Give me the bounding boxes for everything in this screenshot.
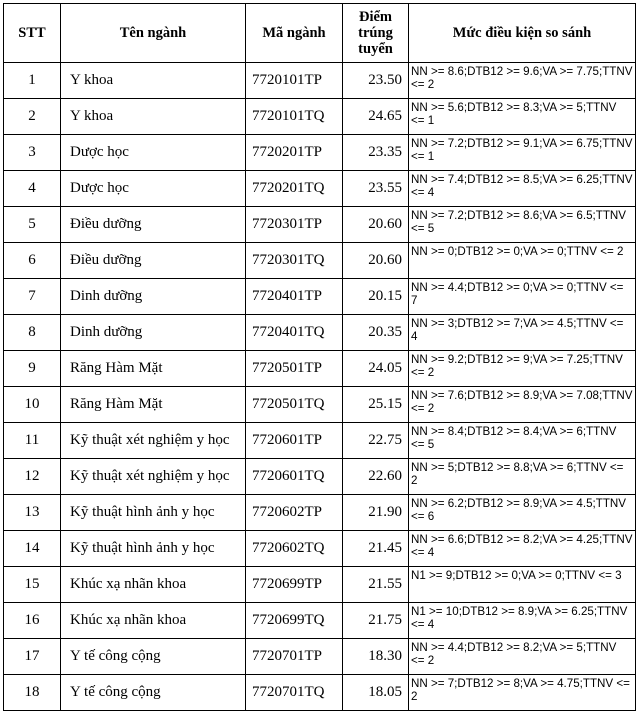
table-row [4, 495, 636, 531]
header-condition: Mức điều kiện so sánh [409, 4, 636, 63]
cell-stt: 10 [4, 387, 61, 423]
table-row [4, 207, 636, 243]
cell-stt: 1 [4, 63, 61, 99]
cell-major-name: Điều dưỡng [61, 243, 246, 279]
cell-major-name: Dược học [61, 171, 246, 207]
header-score-line2: trúng [358, 25, 393, 41]
cell-major-code: 7720701TQ [246, 675, 343, 711]
cell-score: 20.15 [343, 279, 409, 315]
cell-major-code: 7720501TP [246, 351, 343, 387]
cell-stt: 8 [4, 315, 61, 351]
cell-major-code: 7720699TQ [246, 603, 343, 639]
header-score-line3: tuyển [358, 41, 393, 57]
table-row [4, 423, 636, 459]
cell-condition: NN >= 5;DTB12 >= 8.8;VA >= 6;TTNV <= 2 [409, 459, 636, 495]
table-header-row [4, 4, 636, 63]
table-row [4, 567, 636, 603]
cell-condition: NN >= 7.4;DTB12 >= 8.5;VA >= 6.25;TTNV <= 4 [409, 171, 636, 207]
cell-stt: 18 [4, 675, 61, 711]
cell-score: 23.50 [343, 63, 409, 99]
table-row [4, 459, 636, 495]
cell-major-code: 7720301TP [246, 207, 343, 243]
table-row [4, 531, 636, 567]
cell-major-name: Y tế công cộng [61, 675, 246, 711]
cell-major-name: Kỹ thuật xét nghiệm y học [61, 423, 246, 459]
cell-major-code: 7720602TP [246, 495, 343, 531]
table-row [4, 315, 636, 351]
cell-condition: NN >= 7;DTB12 >= 8;VA >= 4.75;TTNV <= 2 [409, 675, 636, 711]
cell-stt: 4 [4, 171, 61, 207]
cell-stt: 17 [4, 639, 61, 675]
cell-stt: 13 [4, 495, 61, 531]
cell-stt: 11 [4, 423, 61, 459]
cell-score: 21.75 [343, 603, 409, 639]
cell-stt: 9 [4, 351, 61, 387]
cell-major-name: Dược học [61, 135, 246, 171]
cell-score: 20.35 [343, 315, 409, 351]
cell-major-name: Răng Hàm Mặt [61, 387, 246, 423]
cell-score: 21.90 [343, 495, 409, 531]
cell-major-code: 7720401TQ [246, 315, 343, 351]
table-row [4, 63, 636, 99]
table-row [4, 387, 636, 423]
cell-score: 25.15 [343, 387, 409, 423]
cell-score: 18.05 [343, 675, 409, 711]
cell-major-code: 7720701TP [246, 639, 343, 675]
table-row [4, 351, 636, 387]
cell-score: 23.35 [343, 135, 409, 171]
header-stt: STT [4, 4, 61, 63]
cell-major-name: Y tế công cộng [61, 639, 246, 675]
cell-score: 18.30 [343, 639, 409, 675]
cell-major-code: 7720101TP [246, 63, 343, 99]
cell-condition: NN >= 6.6;DTB12 >= 8.2;VA >= 4.25;TTNV <= 4 [409, 531, 636, 567]
cell-condition: N1 >= 10;DTB12 >= 8.9;VA >= 6.25;TTNV <= 4 [409, 603, 636, 639]
cell-major-name: Y khoa [61, 63, 246, 99]
cell-major-name: Kỹ thuật xét nghiệm y học [61, 459, 246, 495]
cell-condition: NN >= 9.2;DTB12 >= 9;VA >= 7.25;TTNV <= 2 [409, 351, 636, 387]
table-row [4, 675, 636, 711]
table-body [4, 63, 636, 711]
cell-major-name: Y khoa [61, 99, 246, 135]
cell-condition: NN >= 6.2;DTB12 >= 8.9;VA >= 4.5;TTNV <= 6 [409, 495, 636, 531]
cell-condition: NN >= 7.6;DTB12 >= 8.9;VA >= 7.08;TTNV <= 2 [409, 387, 636, 423]
cell-major-code: 7720602TQ [246, 531, 343, 567]
cell-major-code: 7720501TQ [246, 387, 343, 423]
cell-major-code: 7720699TP [246, 567, 343, 603]
cell-stt: 12 [4, 459, 61, 495]
cell-major-code: 7720601TP [246, 423, 343, 459]
table-row [4, 243, 636, 279]
cell-major-name: Kỹ thuật hình ảnh y học [61, 531, 246, 567]
cell-major-code: 7720301TQ [246, 243, 343, 279]
cell-major-code: 7720201TP [246, 135, 343, 171]
cell-score: 24.65 [343, 99, 409, 135]
header-score [343, 4, 409, 63]
cell-condition: N1 >= 9;DTB12 >= 0;VA >= 0;TTNV <= 3 [409, 567, 636, 603]
cell-score: 21.55 [343, 567, 409, 603]
cell-major-name: Dinh dưỡng [61, 315, 246, 351]
cell-major-name: Khúc xạ nhãn khoa [61, 603, 246, 639]
cell-major-code: 7720601TQ [246, 459, 343, 495]
cell-score: 20.60 [343, 207, 409, 243]
cell-condition: NN >= 0;DTB12 >= 0;VA >= 0;TTNV <= 2 [409, 243, 636, 279]
header-score-line1: Điểm [358, 9, 392, 25]
cell-condition: NN >= 8.4;DTB12 >= 8.4;VA >= 6;TTNV <= 5 [409, 423, 636, 459]
cell-condition: NN >= 7.2;DTB12 >= 8.6;VA >= 6.5;TTNV <= 5 [409, 207, 636, 243]
cell-stt: 3 [4, 135, 61, 171]
cell-score: 21.45 [343, 531, 409, 567]
cell-stt: 6 [4, 243, 61, 279]
cell-score: 23.55 [343, 171, 409, 207]
cell-score: 24.05 [343, 351, 409, 387]
table-row [4, 99, 636, 135]
header-code: Mã ngành [246, 4, 343, 63]
cell-major-name: Dinh dưỡng [61, 279, 246, 315]
header-name: Tên ngành [61, 4, 246, 63]
cell-major-code: 7720401TP [246, 279, 343, 315]
cell-major-name: Điều dưỡng [61, 207, 246, 243]
cell-major-name: Khúc xạ nhãn khoa [61, 567, 246, 603]
table-row [4, 171, 636, 207]
cell-condition: NN >= 4.4;DTB12 >= 8.2;VA >= 5;TTNV <= 2 [409, 639, 636, 675]
cell-major-code: 7720201TQ [246, 171, 343, 207]
cell-condition: NN >= 7.2;DTB12 >= 9.1;VA >= 6.75;TTNV <= 1 [409, 135, 636, 171]
cell-major-name: Răng Hàm Mặt [61, 351, 246, 387]
cell-stt: 16 [4, 603, 61, 639]
cell-stt: 2 [4, 99, 61, 135]
cell-stt: 14 [4, 531, 61, 567]
cell-major-code: 7720101TQ [246, 99, 343, 135]
cell-major-name: Kỹ thuật hình ảnh y học [61, 495, 246, 531]
cell-condition: NN >= 3;DTB12 >= 7;VA >= 4.5;TTNV <= 4 [409, 315, 636, 351]
cell-score: 22.60 [343, 459, 409, 495]
table-row [4, 603, 636, 639]
cell-score: 20.60 [343, 243, 409, 279]
table-row [4, 279, 636, 315]
cell-condition: NN >= 5.6;DTB12 >= 8.3;VA >= 5;TTNV <= 1 [409, 99, 636, 135]
table-row [4, 639, 636, 675]
table-row [4, 135, 636, 171]
cell-score: 22.75 [343, 423, 409, 459]
cell-condition: NN >= 8.6;DTB12 >= 9.6;VA >= 7.75;TTNV <= 2 [409, 63, 636, 99]
cell-stt: 15 [4, 567, 61, 603]
admission-scores-table [3, 3, 636, 711]
cell-stt: 7 [4, 279, 61, 315]
cell-condition: NN >= 4.4;DTB12 >= 0;VA >= 0;TTNV <= 7 [409, 279, 636, 315]
cell-stt: 5 [4, 207, 61, 243]
